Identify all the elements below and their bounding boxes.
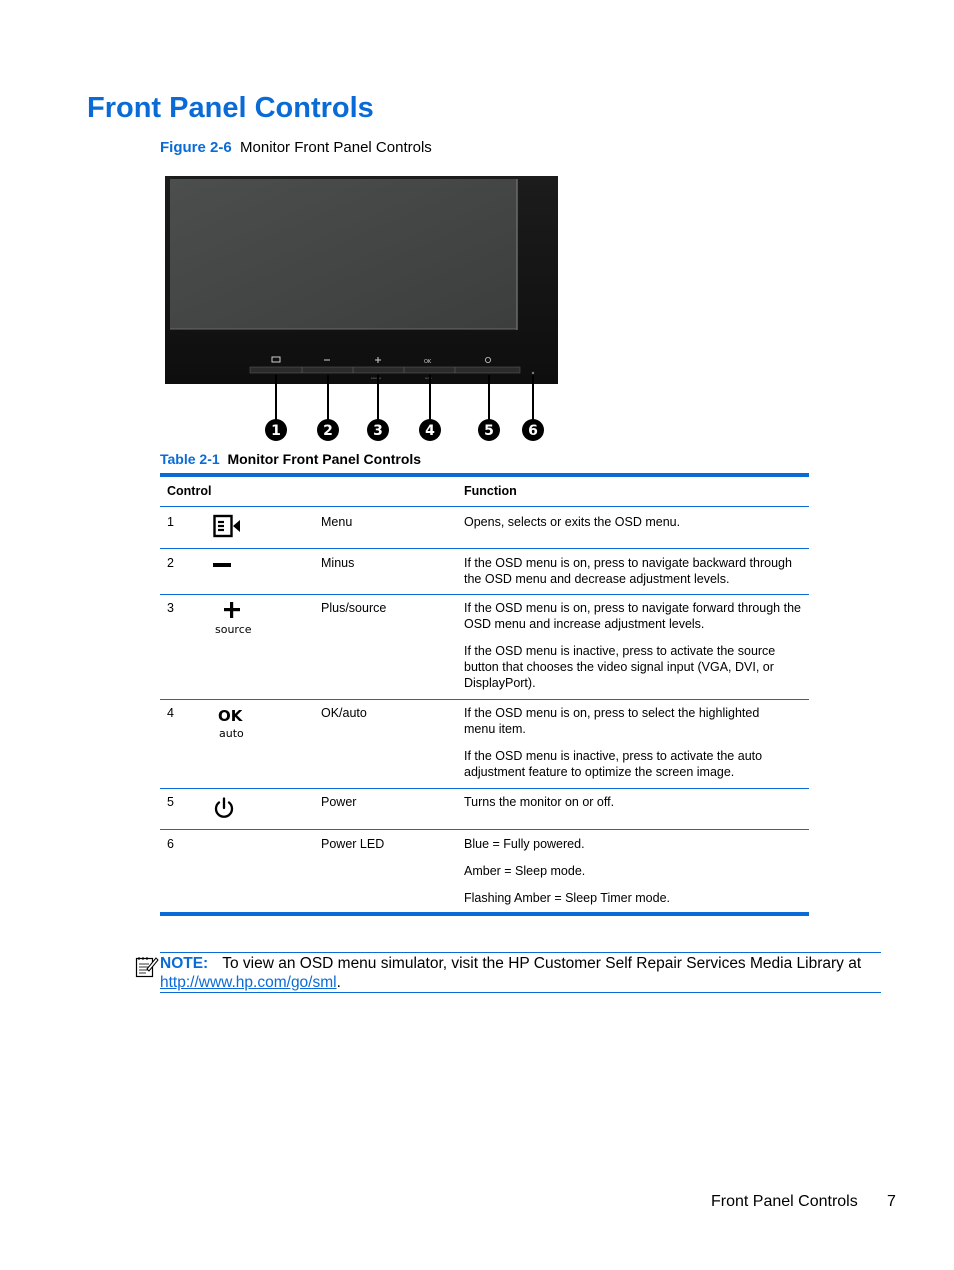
callout-4: 4 <box>425 423 435 439</box>
column-header-control: Control <box>167 484 212 498</box>
svg-text:OK: OK <box>424 359 432 365</box>
power-led <box>532 372 534 374</box>
control-function <box>464 600 804 702</box>
function-text: If the OSD menu is inactive, press to activate the auto adjustment feature to optimize the screen image. <box>464 749 763 779</box>
table-label: Table 2-1 <box>160 451 220 467</box>
minus-icon <box>213 560 233 570</box>
note-end: . <box>336 974 341 991</box>
bezel-label-auto: auto <box>425 376 432 380</box>
figure-caption-text: Monitor Front Panel Controls <box>240 139 432 156</box>
source-label: source <box>215 623 252 636</box>
function-text: Blue = Fully powered. <box>464 837 585 851</box>
menu-icon <box>213 514 241 538</box>
row-number: 5 <box>167 795 174 809</box>
function-text: If the OSD menu is on, press to select the highlighted menu item. <box>464 706 760 736</box>
control-name: OK/auto <box>321 706 367 720</box>
row-number: 1 <box>167 515 174 529</box>
control-function <box>464 705 784 791</box>
figure-label: Figure 2-6 <box>160 139 232 156</box>
control-name: Power LED <box>321 837 385 851</box>
function-text: If the OSD menu is on, press to navigate forward through the OSD menu and increase adjustment levels. <box>464 601 801 631</box>
note-top-rule <box>160 952 881 953</box>
auto-label: auto <box>219 727 244 740</box>
control-name: Menu <box>321 515 353 529</box>
function-text: Turns the monitor on or off. <box>464 795 615 809</box>
row-divider <box>160 548 809 549</box>
function-text: Amber = Sleep mode. <box>464 864 586 878</box>
control-function <box>464 514 804 541</box>
bezel-button-strip <box>250 367 520 373</box>
ok-auto-icon <box>218 707 258 743</box>
row-number: 6 <box>167 837 174 851</box>
control-name: Power <box>321 795 357 809</box>
row-number: 3 <box>167 601 174 615</box>
callout-3: 3 <box>373 423 383 439</box>
monitor-screen <box>170 179 517 329</box>
footer-section-title: Front Panel Controls <box>711 1193 858 1210</box>
function-text: Opens, selects or exits the OSD menu. <box>464 515 681 529</box>
note-bottom-rule <box>160 992 881 993</box>
plus-icon <box>223 601 241 619</box>
table-caption-text: Monitor Front Panel Controls <box>227 451 422 467</box>
control-function <box>464 836 804 917</box>
function-text: If the OSD menu is inactive, press to activate the source button that chooses the video signal input (VGA, DVI, or DisplayPort). <box>464 644 776 690</box>
note-block <box>160 954 881 992</box>
power-icon <box>212 796 236 820</box>
callout-5: 5 <box>484 423 494 439</box>
page-number: 7 <box>887 1193 896 1210</box>
ok-label: OK <box>218 707 243 725</box>
plus-source-icon <box>213 601 253 641</box>
control-function <box>464 794 804 821</box>
note-icon <box>135 955 159 979</box>
control-function <box>464 555 809 598</box>
monitor-front-panel-figure <box>160 170 560 445</box>
table-header-rule <box>160 506 809 507</box>
column-header-function: Function <box>464 484 517 498</box>
function-text: If the OSD menu is on, press to navigate backward through the OSD menu and decrease adjustment levels. <box>464 556 792 586</box>
control-name: Plus/source <box>321 601 387 615</box>
figure-caption <box>160 138 432 158</box>
table-top-rule <box>160 473 809 477</box>
row-number: 2 <box>167 556 174 570</box>
control-name: Minus <box>321 556 355 570</box>
note-label: NOTE: <box>160 955 209 972</box>
function-text: Flashing Amber = Sleep Timer mode. <box>464 891 670 905</box>
row-divider <box>160 829 809 830</box>
row-number: 4 <box>167 706 174 720</box>
note-link[interactable]: http://www.hp.com/go/sml <box>160 974 337 991</box>
note-text: To view an OSD menu simulator, visit the HP Customer Self Repair Services Media Library at <box>222 955 862 972</box>
bezel-label-source: source <box>371 376 381 380</box>
page-title: Front Panel Controls <box>87 92 374 124</box>
callout-1: 1 <box>271 423 281 439</box>
callout-2: 2 <box>323 423 333 439</box>
callout-6: 6 <box>528 423 538 439</box>
table-caption <box>160 450 421 468</box>
